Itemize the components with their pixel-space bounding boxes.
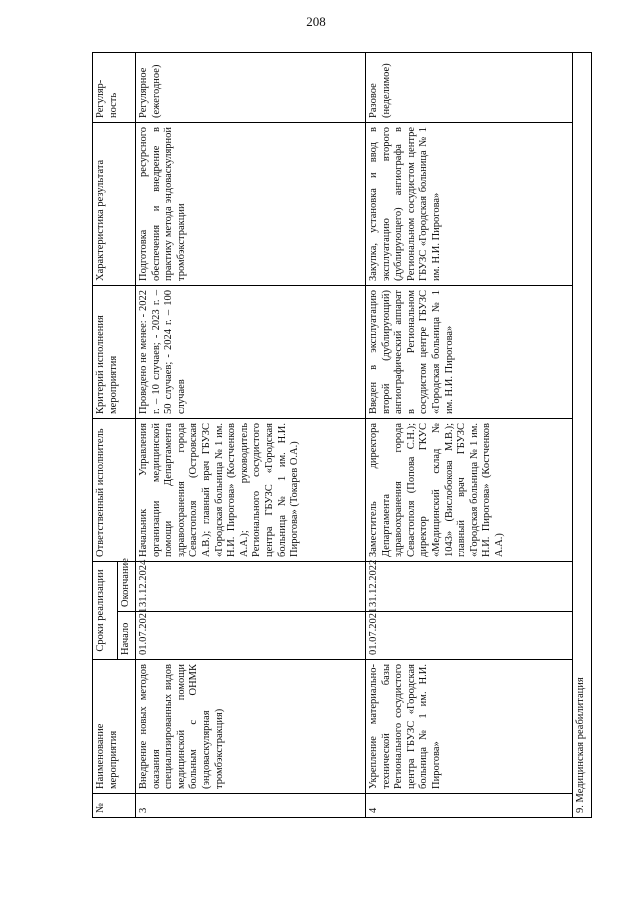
header-end: Окончание bbox=[118, 561, 136, 611]
row-criterion: Введен в эксплуатацию второй (дублирующий) ангиографический аппарат в Региональном сосудистом центре ГБУЗС «Городская больница № 1 им. Н.И. Пирогова» bbox=[365, 285, 572, 418]
header-name: Наименование мероприятия bbox=[93, 660, 136, 794]
section-title: 9. Медицинская реабилитация bbox=[573, 52, 592, 817]
row-start: 01.07.2021 bbox=[365, 612, 572, 660]
row-result: Подготовка ресурсного обеспечения и внедрение в практику метода эндоваскулярной тромбэкстракции bbox=[135, 122, 365, 285]
row-end: 31.12.2022 bbox=[365, 561, 572, 611]
row-num: 3 bbox=[135, 794, 365, 818]
page-number: 208 bbox=[306, 14, 326, 29]
header-num: № bbox=[93, 794, 136, 818]
rotated-table-wrapper bbox=[92, 53, 592, 818]
header-criterion: Критерий исполнения мероприятия bbox=[93, 285, 136, 418]
row-criterion: Проведено не менее: - 2022 г. – 10 случаев; - 2023 г. – 50 случаев; - 2024 г. – 100 случаев bbox=[135, 285, 365, 418]
header-timing: Сроки реализации bbox=[93, 561, 118, 659]
row-end: 31.12.2024 bbox=[135, 561, 365, 611]
header-start: Начало bbox=[118, 612, 136, 660]
header-row-1 bbox=[93, 52, 118, 817]
header-regularity: Регуляр-ность bbox=[93, 52, 136, 122]
row-responsible: Начальник Управления организации медицинской помощи Департамента здравоохранения города Севастополя (Островская А.В.); главный врач ГБУЗС «Городская больница № 1 им. Н.И. Пирогова» (Костченков А.А.); руководитель Регионального сосудистого центра ГБУЗС «Городская больница № 1 им. Н.И. Пирогова» (Токарев О.А.) bbox=[135, 418, 365, 561]
row-num: 4 bbox=[365, 794, 572, 818]
section-row bbox=[573, 52, 592, 817]
row-start: 01.07.2021 bbox=[135, 612, 365, 660]
row-responsible: Заместитель директора Департамента здравоохранения города Севастополя (Попова С.Н.); директор ГКУС «Медицинский склад № 1043» (Вислобокова М.В.); главный врач ГБУЗС «Городская больница № 1 им. Н.И. Пирогова» (Костченков А.А.) bbox=[365, 418, 572, 561]
table-row bbox=[365, 52, 572, 817]
row-name: Внедрение новых методов оказания специализированных видов медицинской помощи больным с ОНМК (эндоваскулярная тромбэкстракция) bbox=[135, 660, 365, 794]
header-responsible: Ответственный исполнитель bbox=[93, 418, 136, 561]
table-row bbox=[135, 52, 365, 817]
header-result: Характеристика результата bbox=[93, 122, 136, 285]
row-regularity: Регулярное (ежегодное) bbox=[135, 52, 365, 122]
row-result: Закупка, установка и ввод в эксплуатацию второго (дублирующего) ангиографа в Региональном сосудистом центре ГБУЗС «Городская больница № 1 им. Н.И. Пирогова» bbox=[365, 122, 572, 285]
measures-table bbox=[92, 52, 592, 818]
row-name: Укрепление материально-технической базы Регионального сосудистого центра ГБУЗС «Городская больница № 1 им. Н.И. Пирогова» bbox=[365, 660, 572, 794]
row-regularity: Разовое (неделимое) bbox=[365, 52, 572, 122]
